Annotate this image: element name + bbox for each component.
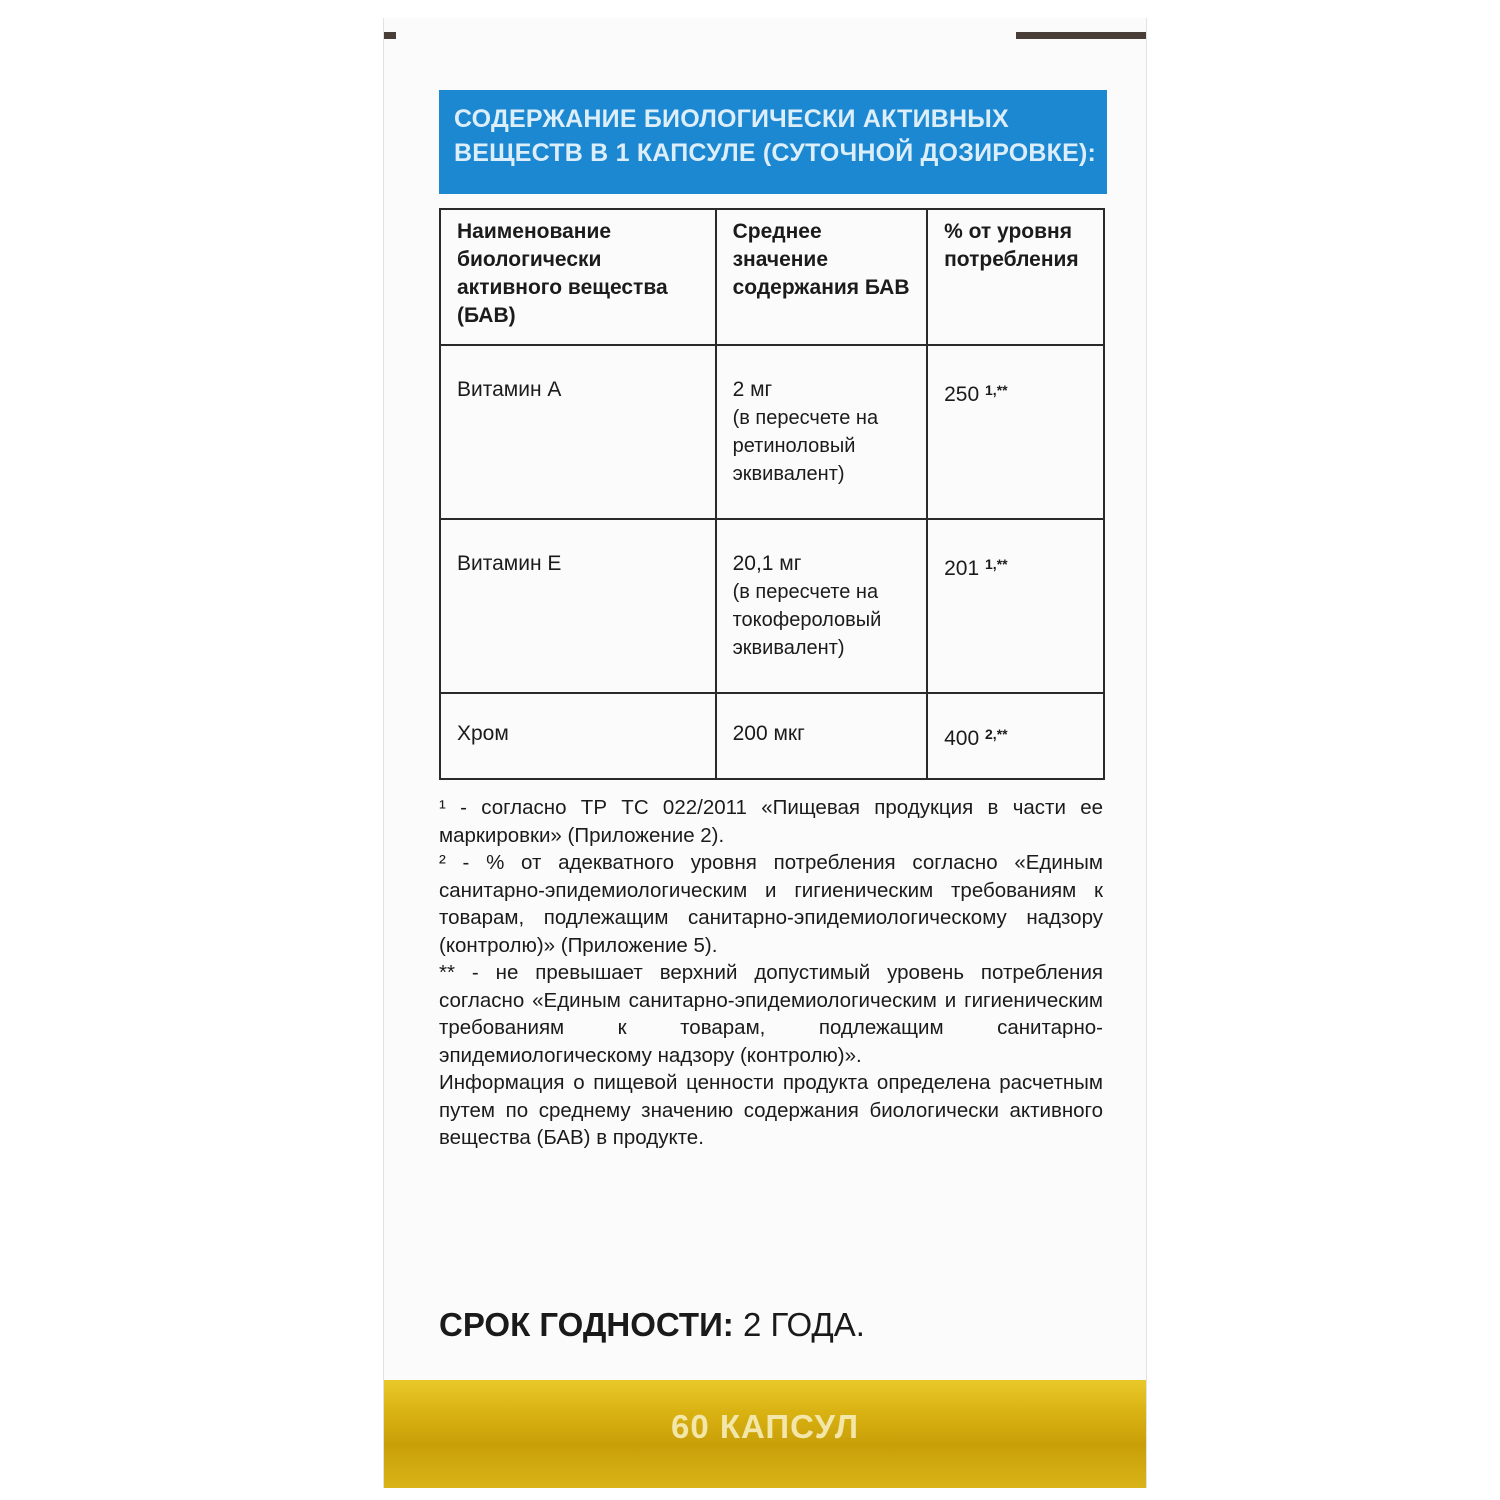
substance-name: Хром (440, 693, 716, 779)
percent-value: 250 (944, 383, 980, 406)
substance-amount (716, 519, 928, 693)
amount-value: 200 мкг (732, 722, 805, 745)
footnote: ** - не превышает верхний допустимый уровень потребления согласно «Единым санитарно-эпидемиологическим и гигиеническим требованиям к товарам, подлежащим санитарно-эпидемиологическому надзору (контролю)». (439, 961, 1103, 1067)
percent-footnote-mark: 1,** (985, 382, 1008, 398)
shelf-life-value: 2 ГОДА. (742, 1306, 865, 1343)
banner-line-1: СОДЕРЖАНИЕ БИОЛОГИЧЕСКИ АКТИВНЫХ (454, 105, 1009, 133)
footnote: ¹ - согласно ТР ТС 022/2011 «Пищевая продукция в части ее маркировки» (Приложение 2). (439, 796, 1103, 847)
bav-content-banner (439, 90, 1107, 194)
top-edge-line (384, 32, 396, 39)
substance-percent (927, 693, 1104, 779)
percent-footnote-mark: 2,** (985, 726, 1008, 742)
footnote: ² - % от адекватного уровня потребления согласно «Единым санитарно-эпидемиологическим и гигиеническим требованиям к товарам, подлежащим санитарно-эпидемиологическому надзору (контролю)» (Приложение 5). (439, 851, 1103, 957)
bav-table (439, 208, 1105, 780)
table-header-row (440, 209, 1104, 345)
amount-note: (в пересчете на токофероловый эквивалент) (732, 581, 882, 659)
substance-name: Витамин Е (440, 519, 716, 693)
gold-band (384, 1380, 1146, 1488)
header-amount: Среднее значение содержания БАВ (716, 209, 928, 345)
table-row (440, 345, 1104, 519)
capsule-count: 60 КАПСУЛ (671, 1408, 859, 1445)
table-row (440, 519, 1104, 693)
substance-amount (716, 693, 928, 779)
table-row (440, 693, 1104, 779)
percent-value: 201 (944, 557, 980, 580)
package-back-panel (383, 18, 1147, 1488)
substance-name: Витамин А (440, 345, 716, 519)
shelf-life (439, 1306, 865, 1344)
substance-percent (927, 519, 1104, 693)
header-percent: % от уровня потребления (927, 209, 1104, 345)
footnotes (439, 794, 1103, 1152)
banner-line-2: ВЕЩЕСТВ В 1 КАПСУЛЕ (СУТОЧНОЙ ДОЗИРОВКЕ): (454, 139, 1097, 167)
percent-footnote-mark: 1,** (985, 556, 1008, 572)
header-substance: Наименование биологически активного вещества (БАВ) (440, 209, 716, 345)
amount-value: 20,1 мг (732, 552, 802, 575)
substance-amount (716, 345, 928, 519)
substance-percent (927, 345, 1104, 519)
percent-value: 400 (944, 727, 980, 750)
shelf-life-label: СРОК ГОДНОСТИ: (439, 1306, 734, 1343)
amount-value: 2 мг (732, 378, 773, 401)
footnote: Информация о пищевой ценности продукта определена расчетным путем по среднему значению содержания биологически активного вещества (БАВ) в продукте. (439, 1071, 1103, 1149)
amount-note: (в пересчете на ретиноловый эквивалент) (732, 407, 879, 485)
top-edge-line (1016, 32, 1146, 39)
